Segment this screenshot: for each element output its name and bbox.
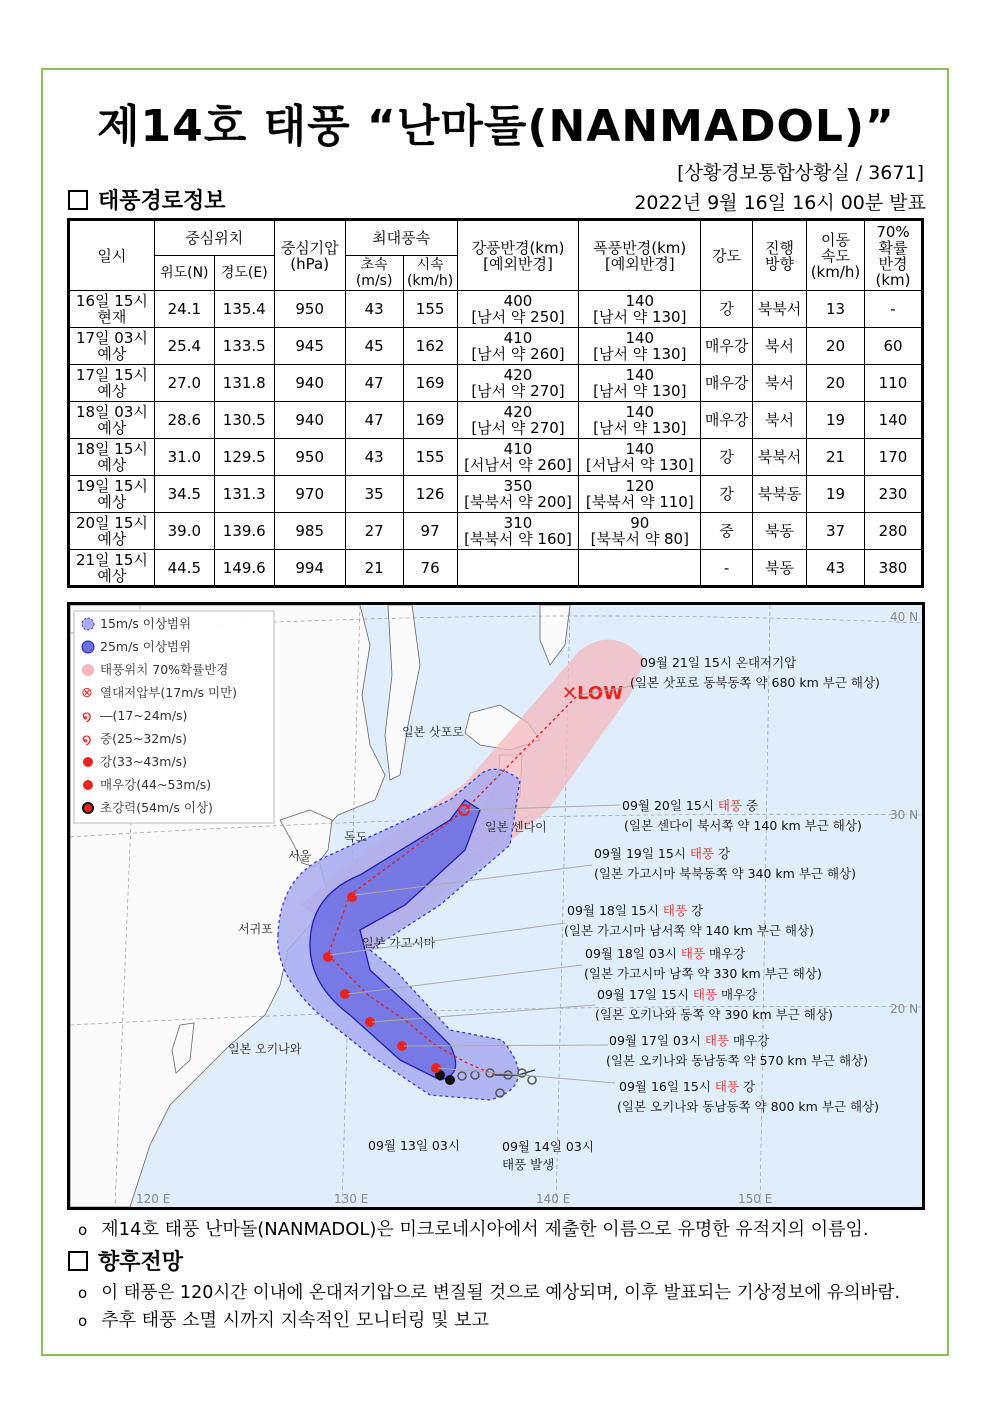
col-time: 일시	[69, 220, 155, 291]
col-strong-radius: 강풍반경(km) [예외반경]	[457, 220, 579, 291]
place-kagoshima: 일본 가고시마	[362, 936, 436, 950]
legend-medium: 중(25~32m/s)	[100, 731, 188, 746]
table-cell: 945	[274, 328, 345, 365]
table-cell: 130.5	[214, 402, 274, 439]
table-cell: 43	[345, 439, 403, 476]
table-cell: 19	[807, 476, 865, 513]
section-outlook-title: 향후전망	[98, 1250, 184, 1275]
table-cell: 13	[807, 291, 865, 328]
table-cell: 140 [남서 약 130]	[579, 365, 701, 402]
table-row	[69, 513, 923, 550]
table-cell: 90 [북북서 약 80]	[579, 513, 701, 550]
table-cell: 120 [북북서 약 110]	[579, 476, 701, 513]
table-cell: 140 [남서 약 130]	[579, 291, 701, 328]
table-row	[69, 402, 923, 439]
table-cell: 20	[807, 365, 865, 402]
table-cell: 27	[345, 513, 403, 550]
table-cell: 매우강	[701, 402, 753, 439]
table-cell: 149.6	[214, 550, 274, 587]
ann-19: 09월 19일 15시 태풍 강 (일본 가고시마 북북동쪽 약 340 km 부근 해상)	[594, 846, 856, 881]
table-cell: 131.3	[214, 476, 274, 513]
table-cell: 420 [남서 약 270]	[457, 365, 579, 402]
lat-20: 20 N	[890, 1002, 919, 1016]
table-cell: 310 [북북서 약 160]	[457, 513, 579, 550]
office-label: [상황경보통합상황실 / 3671]	[677, 162, 924, 184]
table-cell: 17일 03시 예상	[69, 328, 155, 365]
table-cell	[457, 550, 579, 587]
table-cell: 강	[701, 439, 753, 476]
lat-30: 30 N	[890, 808, 919, 822]
table-cell: 420 [남서 약 270]	[457, 402, 579, 439]
lon-150: 150 E	[738, 1192, 773, 1206]
table-cell: -	[864, 291, 922, 328]
table-cell: 18일 15시 예상	[69, 439, 155, 476]
table-cell: 21일 15시 예상	[69, 550, 155, 587]
map-legend	[74, 611, 274, 823]
legend-15ms: 15m/s 이상범위	[100, 616, 192, 631]
table-cell: 170	[864, 439, 922, 476]
legend-verystrong-icon	[83, 780, 93, 790]
legend-strong: 강(33~43m/s)	[100, 754, 188, 769]
table-row	[69, 550, 923, 587]
table-cell: 140 [남서 약 130]	[579, 402, 701, 439]
table-cell: 139.6	[214, 513, 274, 550]
track-table	[67, 218, 924, 588]
table-cell: 97	[403, 513, 457, 550]
table-cell: 155	[403, 439, 457, 476]
table-cell: 140 [서남서 약 130]	[579, 439, 701, 476]
table-cell: 27.0	[154, 365, 214, 402]
col-maxwind: 최대풍속	[345, 220, 457, 256]
table-cell: 북서	[753, 328, 807, 365]
col-pressure: 중심기압 (hPa)	[274, 220, 345, 291]
table-cell	[579, 550, 701, 587]
table-cell: 20	[807, 328, 865, 365]
low-marker: ✕LOW	[562, 683, 624, 704]
table-cell: 북북서	[753, 291, 807, 328]
ann-18-03: 09월 18일 03시 태풍 매우강 (일본 가고시마 남쪽 약 330 km 부근 해상)	[584, 946, 822, 981]
table-cell: 39.0	[154, 513, 214, 550]
table-cell: 19	[807, 402, 865, 439]
col-speed: 이동 속도 (km/h)	[807, 220, 865, 291]
col-prob-radius: 70% 확률 반경 (km)	[864, 220, 922, 291]
place-seogwipo: 서귀포	[238, 922, 273, 936]
table-cell: 43	[345, 291, 403, 328]
table-cell: 21	[345, 550, 403, 587]
table-cell: 45	[345, 328, 403, 365]
section-outlook	[68, 1245, 183, 1276]
table-cell: 169	[403, 365, 457, 402]
table-cell: 76	[403, 550, 457, 587]
table-cell: 950	[274, 439, 345, 476]
table-cell: 18일 03시 예상	[69, 402, 155, 439]
legend-weak-icon: ໑	[82, 707, 92, 725]
ann-16-15: 09월 16일 15시 태풍 강 (일본 오키나와 동남동쪽 약 800 km 부근 해상)	[617, 1079, 879, 1114]
lon-130: 130 E	[334, 1192, 369, 1206]
col-ms: 초속 (m/s)	[345, 256, 403, 291]
lon-140: 140 E	[536, 1192, 571, 1206]
table-cell: 북북동	[753, 476, 807, 513]
table-cell: 북서	[753, 365, 807, 402]
note-monitoring: o 추후 태풍 소멸 시까지 지속적인 모니터링 및 보고	[78, 1310, 489, 1331]
table-cell: 131.8	[214, 365, 274, 402]
table-cell: 400 [남서 약 250]	[457, 291, 579, 328]
table-cell: 280	[864, 513, 922, 550]
table-cell: 994	[274, 550, 345, 587]
table-cell: -	[701, 550, 753, 587]
table-cell: 매우강	[701, 365, 753, 402]
table-cell: 35	[345, 476, 403, 513]
table-cell: 410 [남서 약 260]	[457, 328, 579, 365]
col-intensity: 강도	[701, 220, 753, 291]
legend-td-icon: ⊗	[81, 685, 93, 701]
ann-21: 09월 21일 15시 온대저기압 (일본 삿포로 동북동쪽 약 680 km 부근 해상)	[630, 655, 880, 690]
table-cell: 985	[274, 513, 345, 550]
place-seoul: 서울	[288, 849, 312, 863]
table-cell: 950	[274, 291, 345, 328]
table-cell: 60	[864, 328, 922, 365]
table-cell: 110	[864, 365, 922, 402]
legend-medium-icon: ໑	[82, 730, 92, 748]
ann-17-03: 09월 17일 03시 태풍 매우강 (일본 오키나와 동남동쪽 약 570 km 부근 해상)	[606, 1033, 868, 1068]
checkbox-icon	[68, 1251, 88, 1271]
section-track-info	[68, 184, 226, 215]
ann-14: 09월 14일 03시 태풍 발생	[502, 1139, 594, 1172]
table-cell: 북동	[753, 513, 807, 550]
table-cell: 230	[864, 476, 922, 513]
table-row	[69, 328, 923, 365]
col-lat: 위도(N)	[154, 256, 214, 291]
legend-super: 초강력(54m/s 이상)	[100, 800, 213, 815]
table-cell: 21	[807, 439, 865, 476]
table-cell: 25.4	[154, 328, 214, 365]
table-cell: 135.4	[214, 291, 274, 328]
note-outlook: o 이 태풍은 120시간 이내에 온대저기압으로 변질될 것으로 예상되며, 이후 발표되는 기상정보에 유의바람.	[78, 1283, 901, 1303]
table-cell: 133.5	[214, 328, 274, 365]
table-cell: 17일 15시 예상	[69, 365, 155, 402]
table-cell: 19일 15시 예상	[69, 476, 155, 513]
place-sendai: 일본 센다이	[485, 820, 547, 834]
ann-18-15: 09월 18일 15시 태풍 강 (일본 가고시마 남서쪽 약 140 km 부근 해상)	[564, 903, 814, 938]
table-cell: 380	[864, 550, 922, 587]
table-row	[69, 365, 923, 402]
table-cell: 매우강	[701, 328, 753, 365]
ann-20: 09월 20일 15시 태풍 중 (일본 센다이 북서쪽 약 140 km 부근 해상)	[622, 798, 862, 833]
note-name-origin: o 제14호 태풍 난마돌(NANMADOL)은 미크로네시아에서 제출한 이름으로 유명한 유적지의 이름임.	[78, 1219, 869, 1240]
table-cell: 129.5	[214, 439, 274, 476]
table-cell: 31.0	[154, 439, 214, 476]
page-title: 제14호 태풍 “난마돌(NANMADOL)”	[97, 101, 895, 152]
checkbox-icon	[68, 190, 88, 210]
lat-40: 40 N	[890, 610, 919, 624]
legend-super-icon	[83, 803, 93, 813]
legend-verystrong: 매우강(44~53m/s)	[100, 777, 212, 792]
legend-weak: ―(17~24m/s)	[100, 708, 188, 723]
table-cell: 중	[701, 513, 753, 550]
table-cell: 16일 15시 현재	[69, 291, 155, 328]
table-cell: 970	[274, 476, 345, 513]
table-row	[69, 476, 923, 513]
table-cell: 북서	[753, 402, 807, 439]
table-cell: 169	[403, 402, 457, 439]
table-cell: 43	[807, 550, 865, 587]
table-cell: 강	[701, 476, 753, 513]
col-lon: 경도(E)	[214, 256, 274, 291]
place-dokdo: 독도	[344, 830, 368, 844]
table-cell: 140	[864, 402, 922, 439]
legend-td: 열대저압부(17m/s 미만)	[100, 685, 238, 700]
table-cell: 37	[807, 513, 865, 550]
legend-25ms-icon	[82, 641, 94, 653]
lon-120: 120 E	[136, 1192, 171, 1206]
table-row	[69, 291, 923, 328]
table-cell: 155	[403, 291, 457, 328]
legend-25ms: 25m/s 이상범위	[100, 639, 192, 654]
table-cell: 24.1	[154, 291, 214, 328]
section-track-title: 태풍경로정보	[98, 189, 226, 214]
table-row	[69, 439, 923, 476]
table-cell: 126	[403, 476, 457, 513]
col-center: 중심위치	[154, 220, 274, 256]
table-cell: 북동	[753, 550, 807, 587]
table-cell: 34.5	[154, 476, 214, 513]
table-cell: 20일 15시 예상	[69, 513, 155, 550]
table-cell: 940	[274, 365, 345, 402]
place-okinawa: 일본 오키나와	[228, 1042, 302, 1056]
legend-15ms-icon	[82, 618, 94, 630]
table-cell: 북북서	[753, 439, 807, 476]
table-cell: 162	[403, 328, 457, 365]
col-direction: 진행 방향	[753, 220, 807, 291]
table-cell: 410 [서남서 약 260]	[457, 439, 579, 476]
place-sapporo: 일본 삿포로	[402, 725, 464, 739]
table-cell: 44.5	[154, 550, 214, 587]
table-cell: 강	[701, 291, 753, 328]
issue-date: 2022년 9월 16일 16시 00분 발표	[634, 192, 926, 214]
track-map	[67, 602, 925, 1210]
table-cell: 28.6	[154, 402, 214, 439]
col-kmh: 시속 (km/h)	[403, 256, 457, 291]
table-cell: 140 [남서 약 130]	[579, 328, 701, 365]
legend-prob: 태풍위치 70%확률반경	[100, 662, 229, 677]
table-cell: 350 [북북서 약 200]	[457, 476, 579, 513]
col-storm-radius: 폭풍반경(km) [예외반경]	[579, 220, 701, 291]
legend-prob-icon	[82, 664, 94, 676]
ann-17-15: 09월 17일 15시 태풍 매우강 (일본 오키나와 동쪽 약 390 km 부근 해상)	[595, 987, 833, 1022]
ann-13: 09월 13일 03시	[368, 1138, 460, 1153]
table-cell: 940	[274, 402, 345, 439]
table-cell: 47	[345, 365, 403, 402]
legend-strong-icon	[83, 757, 93, 767]
table-cell: 47	[345, 402, 403, 439]
